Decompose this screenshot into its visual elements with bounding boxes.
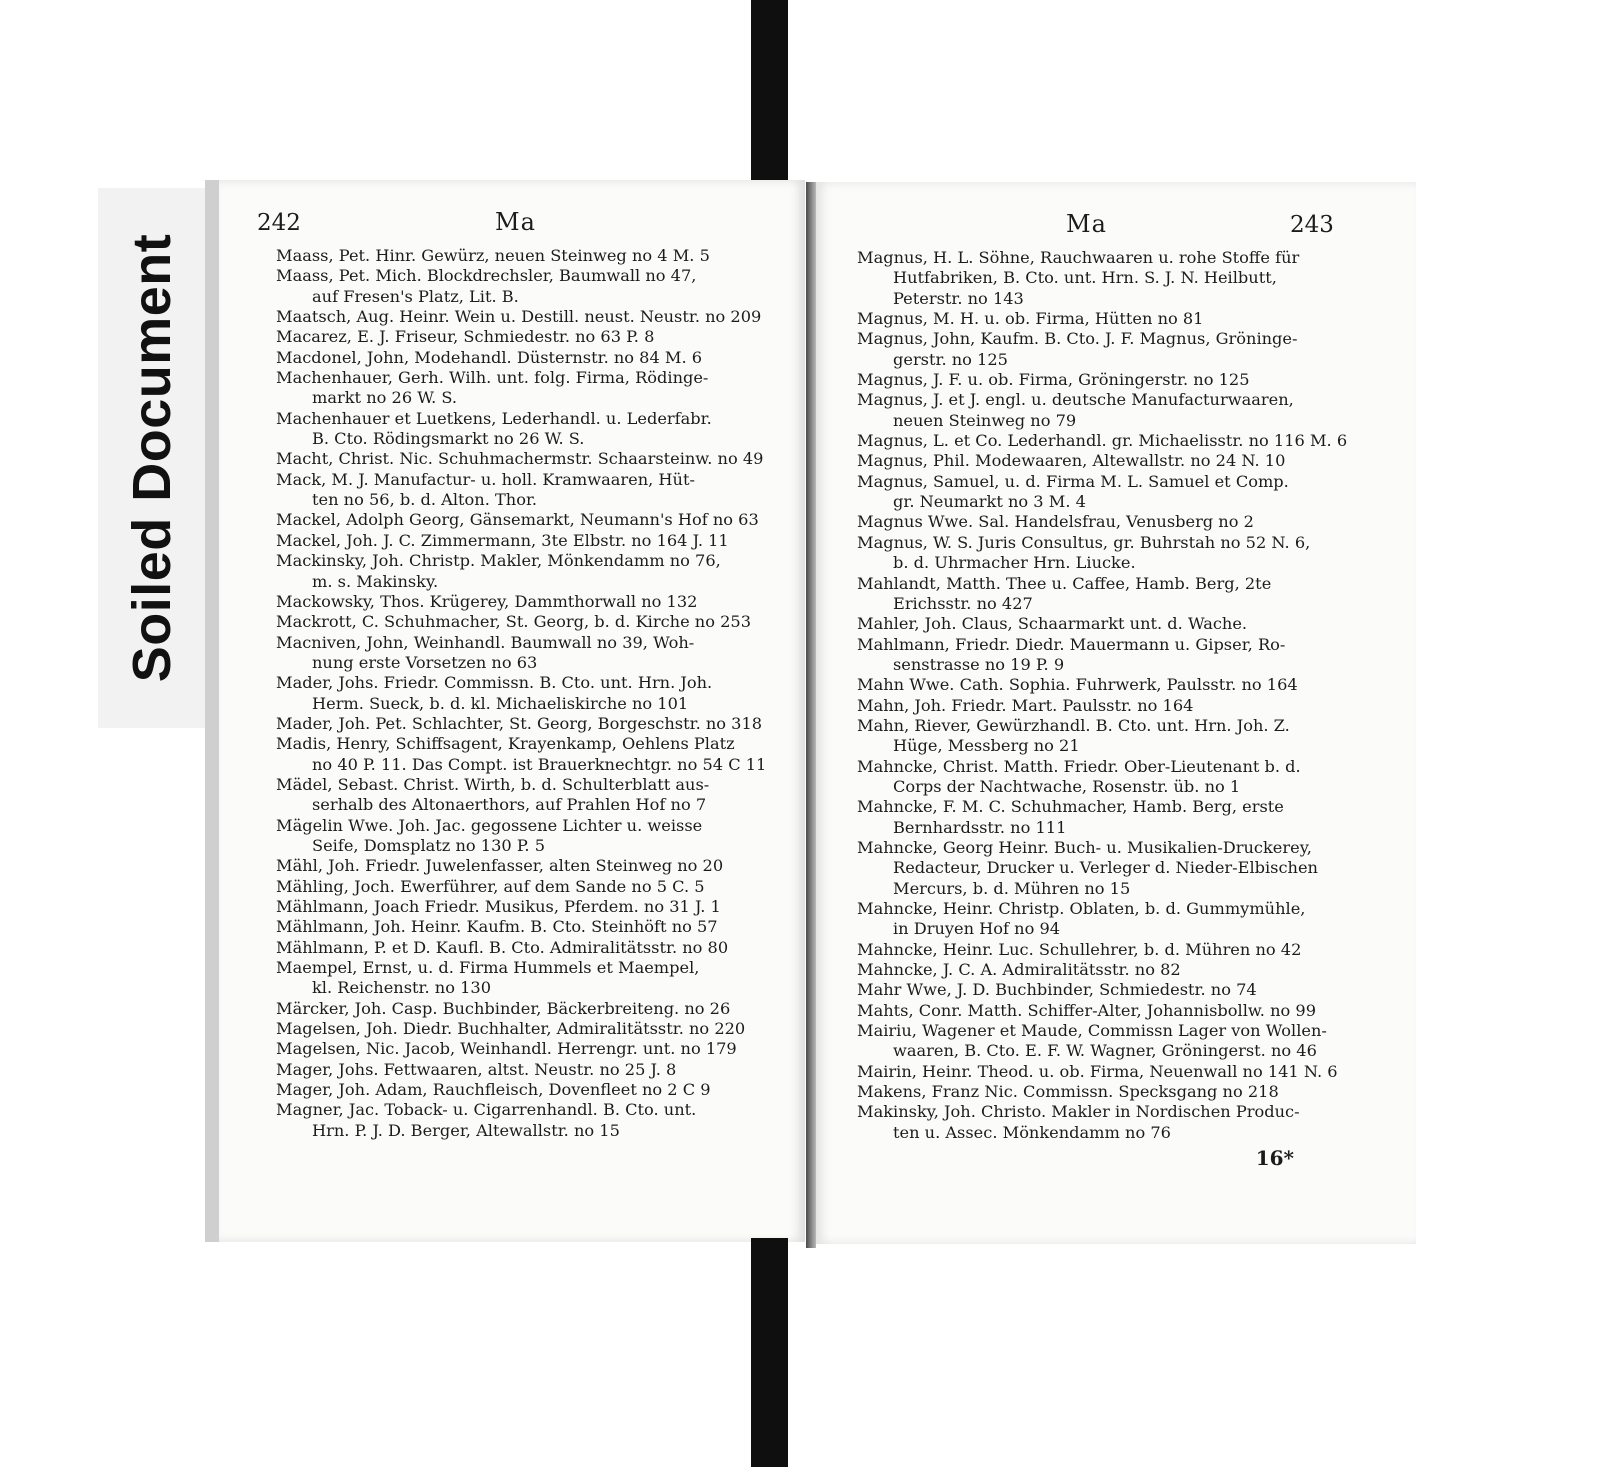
entry-line: Makinsky, Joh. Christo. Makler in Nordischen Produc- (857, 1102, 1300, 1122)
directory-entry (276, 917, 804, 937)
entry-line: Mackowsky, Thos. Krügerey, Dammthorwall no 132 (276, 591, 698, 611)
entry-line: Mählmann, P. et D. Kaufl. B. Cto. Admiralitätsstr. no 80 (276, 937, 729, 957)
directory-entry (857, 431, 1384, 451)
entry-continuation-line: auf Fresen's Platz, Lit. B. (312, 286, 519, 306)
right-entry-list (857, 248, 1384, 1143)
directory-entry (276, 1080, 804, 1100)
directory-entry (857, 980, 1384, 1000)
directory-entry (276, 551, 804, 592)
directory-entry (276, 897, 804, 917)
directory-entry (276, 470, 804, 511)
directory-entry (857, 472, 1384, 513)
directory-entry (857, 574, 1384, 615)
entry-line: Magnus, M. H. u. ob. Firma, Hütten no 81 (857, 309, 1204, 329)
entry-continuation-line: Hutfabriken, B. Cto. unt. Hrn. S. J. N. Heilbutt, (893, 268, 1277, 288)
directory-entry (857, 390, 1384, 431)
entry-line: Mädel, Sebast. Christ. Wirth, b. d. Schulterblatt aus- (276, 774, 710, 794)
entry-continuation-line: Seife, Domsplatz no 130 P. 5 (312, 835, 546, 855)
entry-continuation-line: gr. Neumarkt no 3 M. 4 (893, 492, 1086, 512)
entry-continuation-line: B. Cto. Rödingsmarkt no 26 W. S. (312, 429, 585, 449)
entry-line: Mahn, Joh. Friedr. Mart. Paulsstr. no 164 (857, 695, 1194, 715)
directory-entry (276, 246, 804, 266)
left-page-number: 242 (257, 210, 301, 236)
entry-continuation-line: Corps der Nachtwache, Rosenstr. üb. no 1 (893, 776, 1241, 796)
directory-entry (857, 635, 1384, 676)
directory-entry (276, 1060, 804, 1080)
directory-entry (276, 510, 804, 530)
entry-continuation-line: b. d. Uhrmacher Hrn. Liucke. (893, 553, 1136, 573)
entry-line: Mahncke, J. C. A. Admiralitätsstr. no 82 (857, 960, 1181, 980)
entry-line: Mahlmann, Friedr. Diedr. Mauermann u. Gipser, Ro- (857, 634, 1286, 654)
entry-line: Maempel, Ernst, u. d. Firma Hummels et Maempel, (276, 958, 700, 978)
entry-line: Maass, Pet. Mich. Blockdrechsler, Baumwall no 47, (276, 266, 697, 286)
entry-line: Magnus, J. F. u. ob. Firma, Gröningerstr. no 125 (857, 370, 1250, 390)
directory-entry (276, 1019, 804, 1039)
directory-entry (857, 716, 1384, 757)
directory-entry (857, 1062, 1384, 1082)
directory-entry (857, 960, 1384, 980)
directory-entry (276, 958, 804, 999)
left-entry-list (276, 246, 804, 1141)
entry-line: Magnus, W. S. Juris Consultus, gr. Buhrstah no 52 N. 6, (857, 532, 1311, 552)
entry-line: Mahncke, F. M. C. Schuhmacher, Hamb. Berg, erste (857, 797, 1284, 817)
entry-line: Mairiu, Wagener et Maude, Commissn Lager von Wollen- (857, 1021, 1327, 1041)
directory-entry (857, 1001, 1384, 1021)
entry-line: Mähling, Joch. Ewerführer, auf dem Sande no 5 C. 5 (276, 876, 705, 896)
left-page-header: Ma (495, 208, 536, 236)
directory-entry (276, 449, 804, 469)
entry-line: Mackinsky, Joh. Christp. Makler, Mönkendamm no 76, (276, 551, 721, 571)
directory-entry (857, 797, 1384, 838)
entry-continuation-line: Hrn. P. J. D. Berger, Altewallstr. no 15 (312, 1120, 620, 1140)
entry-continuation-line: Bernhardsstr. no 111 (893, 817, 1067, 837)
entry-continuation-line: nung erste Vorsetzen no 63 (312, 652, 538, 672)
right-page-header: Ma (1066, 210, 1107, 238)
directory-entry (276, 1100, 804, 1141)
entry-line: Mahlandt, Matth. Thee u. Caffee, Hamb. Berg, 2te (857, 573, 1272, 593)
entry-line: Mahn, Riever, Gewürzhandl. B. Cto. unt. Hrn. Joh. Z. (857, 715, 1290, 735)
directory-entry (857, 696, 1384, 716)
directory-entry (276, 592, 804, 612)
entry-continuation-line: Hüge, Messberg no 21 (893, 736, 1080, 756)
entry-line: Makens, Franz Nic. Commissn. Specksgang no 218 (857, 1082, 1279, 1102)
entry-continuation-line: in Druyen Hof no 94 (893, 919, 1061, 939)
directory-entry (276, 775, 804, 816)
right-page (816, 182, 1416, 1244)
entry-line: Märcker, Joh. Casp. Buchbinder, Bäckerbreiteng. no 26 (276, 998, 731, 1018)
directory-entry (276, 856, 804, 876)
directory-entry (857, 309, 1384, 329)
entry-line: Mählmann, Joach Friedr. Musikus, Pferdem. no 31 J. 1 (276, 897, 721, 916)
directory-entry (276, 816, 804, 857)
entry-line: Maatsch, Aug. Heinr. Wein u. Destill. neust. Neustr. no 209 (276, 307, 762, 327)
entry-line: Mackel, Joh. J. C. Zimmermann, 3te Elbstr. no 164 J. 11 (276, 530, 729, 550)
entry-line: Mager, Johs. Fettwaaren, altst. Neustr. no 25 J. 8 (276, 1059, 677, 1079)
directory-entry (276, 368, 804, 409)
entry-line: Mahr Wwe, J. D. Buchbinder, Schmiedestr. no 74 (857, 980, 1257, 1000)
directory-entry (857, 838, 1384, 899)
entry-line: Macniven, John, Weinhandl. Baumwall no 39, Woh- (276, 632, 695, 652)
binding-tape-bottom (751, 1238, 788, 1467)
entry-line: Mahncke, Heinr. Christp. Oblaten, b. d. Gummymühle, (857, 899, 1306, 918)
directory-entry (857, 451, 1384, 471)
book-spine (806, 182, 816, 1248)
entry-continuation-line: Mercurs, b. d. Mühren no 15 (893, 878, 1131, 898)
entry-continuation-line: Erichsstr. no 427 (893, 593, 1033, 613)
entry-line: Mahncke, Heinr. Luc. Schullehrer, b. d. Mühren no 42 (857, 939, 1302, 959)
entry-line: Machenhauer, Gerh. Wilh. unt. folg. Firma, Rödinge- (276, 368, 709, 388)
directory-entry (857, 614, 1384, 634)
entry-line: Madis, Henry, Schiffsagent, Krayenkamp, Oehlens Platz (276, 734, 735, 754)
entry-line: Mahncke, Christ. Matth. Friedr. Ober-Lieutenant b. d. (857, 756, 1301, 776)
directory-entry (276, 938, 804, 958)
entry-line: Maass, Pet. Hinr. Gewürz, neuen Steinweg no 4 M. 5 (276, 246, 710, 265)
entry-continuation-line: waaren, B. Cto. E. F. W. Wagner, Gröningerst. no 46 (893, 1041, 1317, 1061)
right-page-number: 243 (1290, 212, 1334, 238)
directory-entry (857, 1102, 1384, 1143)
entry-continuation-line: gerstr. no 125 (893, 349, 1008, 369)
entry-line: Magelsen, Joh. Diedr. Buchhalter, Admiralitätsstr. no 220 (276, 1019, 746, 1039)
entry-continuation-line: Peterstr. no 143 (893, 288, 1024, 308)
entry-continuation-line: serhalb des Altonaerthors, auf Prahlen Hof no 7 (312, 795, 707, 815)
directory-entry (857, 899, 1384, 940)
entry-line: Mahler, Joh. Claus, Schaarmarkt unt. d. Wache. (857, 614, 1248, 634)
entry-line: Mairin, Heinr. Theod. u. ob. Firma, Neuenwall no 141 N. 6 (857, 1061, 1338, 1081)
entry-line: Magelsen, Nic. Jacob, Weinhandl. Herrengr. unt. no 179 (276, 1039, 737, 1059)
entry-line: Magnus, H. L. Söhne, Rauchwaaren u. rohe Stoffe für (857, 248, 1300, 267)
directory-entry (276, 734, 804, 775)
directory-entry (276, 266, 804, 307)
entry-line: Mackel, Adolph Georg, Gänsemarkt, Neumann's Hof no 63 (276, 510, 759, 530)
entry-line: Macarez, E. J. Friseur, Schmiedestr. no 63 P. 8 (276, 327, 655, 347)
entry-line: Magnus, John, Kaufm. B. Cto. J. F. Magnus, Gröninge- (857, 329, 1298, 349)
directory-entry (857, 248, 1384, 309)
entry-continuation-line: Redacteur, Drucker u. Verleger d. Nieder-Elbischen (893, 858, 1318, 878)
entry-continuation-line: kl. Reichenstr. no 130 (312, 978, 491, 998)
entry-continuation-line: ten u. Assec. Mönkendamm no 76 (893, 1122, 1171, 1142)
directory-entry (276, 348, 804, 368)
entry-continuation-line: Herm. Sueck, b. d. kl. Michaeliskirche no 101 (312, 693, 689, 713)
directory-entry (857, 329, 1384, 370)
entry-continuation-line: neuen Steinweg no 79 (893, 410, 1077, 430)
entry-line: Macdonel, John, Modehandl. Düsternstr. no 84 M. 6 (276, 347, 703, 367)
directory-entry (276, 633, 804, 674)
entry-continuation-line: markt no 26 W. S. (312, 388, 458, 408)
directory-entry (276, 327, 804, 347)
soiled-document-label: Soiled Document (122, 233, 182, 683)
entry-line: Magnus, L. et Co. Lederhandl. gr. Michaelisstr. no 116 M. 6 (857, 431, 1348, 451)
directory-entry (857, 757, 1384, 798)
entry-continuation-line: m. s. Makinsky. (312, 571, 439, 591)
directory-entry (857, 512, 1384, 532)
directory-entry (857, 1082, 1384, 1102)
directory-entry (857, 370, 1384, 390)
entry-continuation-line: no 40 P. 11. Das Compt. ist Brauerknechtgr. no 54 C 11 (312, 754, 767, 774)
directory-entry (857, 940, 1384, 960)
entry-line: Magnus, Phil. Modewaaren, Altewallstr. no 24 N. 10 (857, 451, 1286, 471)
directory-entry (857, 675, 1384, 695)
entry-line: Mähl, Joh. Friedr. Juwelenfasser, alten Steinweg no 20 (276, 856, 724, 876)
directory-entry (276, 877, 804, 897)
directory-entry (276, 673, 804, 714)
entry-line: Mackrott, C. Schuhmacher, St. Georg, b. d. Kirche no 253 (276, 612, 752, 632)
entry-line: Mahn Wwe. Cath. Sophia. Fuhrwerk, Paulsstr. no 164 (857, 675, 1298, 695)
entry-line: Magnus, Samuel, u. d. Firma M. L. Samuel et Comp. (857, 471, 1289, 491)
entry-line: Mägelin Wwe. Joh. Jac. gegossene Lichter u. weisse (276, 815, 703, 835)
signature-mark: 16* (1255, 1146, 1294, 1170)
entry-line: Mager, Joh. Adam, Rauchfleisch, Dovenfleet no 2 C 9 (276, 1080, 711, 1100)
entry-line: Mählmann, Joh. Heinr. Kaufm. B. Cto. Steinhöft no 57 (276, 917, 718, 937)
directory-entry (276, 531, 804, 551)
directory-entry (276, 307, 804, 327)
binding-tape-top (751, 0, 788, 193)
entry-line: Magnus Wwe. Sal. Handelsfrau, Venusberg no 2 (857, 512, 1254, 532)
entry-line: Magnus, J. et J. engl. u. deutsche Manufacturwaaren, (857, 390, 1294, 410)
directory-entry (857, 533, 1384, 574)
entry-line: Mack, M. J. Manufactur- u. holl. Kramwaaren, Hüt- (276, 469, 695, 489)
entry-continuation-line: ten no 56, b. d. Alton. Thor. (312, 490, 538, 510)
directory-entry (276, 1039, 804, 1059)
directory-entry (276, 999, 804, 1019)
entry-continuation-line: senstrasse no 19 P. 9 (893, 654, 1065, 674)
directory-entry (857, 1021, 1384, 1062)
entry-line: Mahts, Conr. Matth. Schiffer-Alter, Johannisbollw. no 99 (857, 1000, 1317, 1020)
entry-line: Machenhauer et Luetkens, Lederhandl. u. Lederfabr. (276, 408, 712, 428)
left-page (205, 180, 805, 1242)
entry-line: Macht, Christ. Nic. Schuhmachermstr. Schaarsteinw. no 49 (276, 449, 764, 469)
directory-entry (276, 612, 804, 632)
directory-entry (276, 714, 804, 734)
entry-line: Magner, Jac. Toback- u. Cigarrenhandl. B. Cto. unt. (276, 1100, 697, 1120)
entry-line: Mader, Johs. Friedr. Commissn. B. Cto. unt. Hrn. Joh. (276, 673, 713, 693)
entry-line: Mahncke, Georg Heinr. Buch- u. Musikalien-Druckerey, (857, 837, 1312, 857)
entry-line: Mader, Joh. Pet. Schlachter, St. Georg, Borgeschstr. no 318 (276, 713, 763, 733)
directory-entry (276, 409, 804, 450)
